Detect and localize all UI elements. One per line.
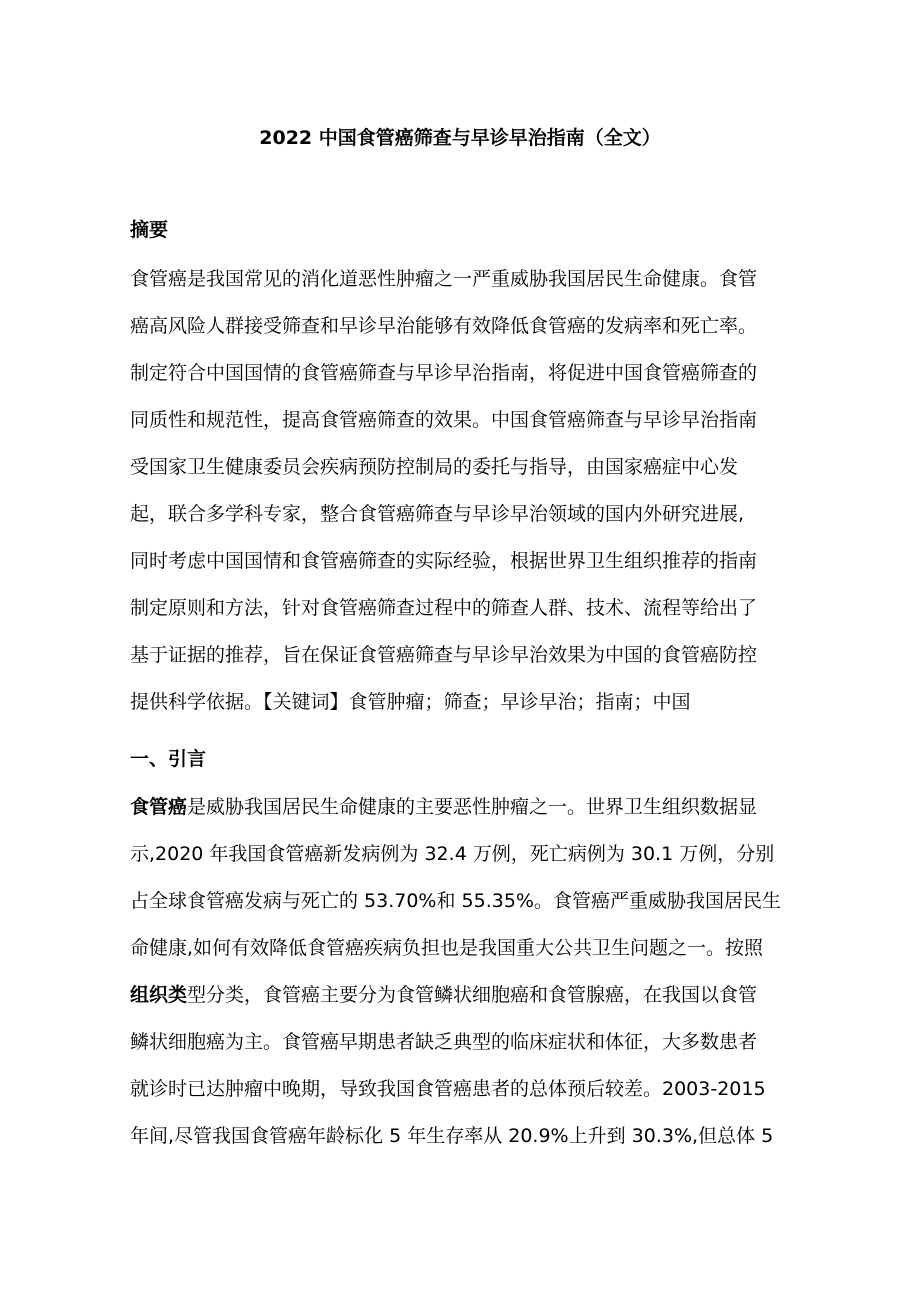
bold-term: 组织类 <box>130 984 188 1006</box>
introduction-line: 年间,尽管我国食管癌年龄标化 5 年生存率从 20.9%上升到 30.3%,但总体 5 <box>130 1125 774 1147</box>
introduction-heading: 一、引言 <box>130 748 207 770</box>
abstract-line: 提供科学依据。【关键词】食管肿瘤；筛查；早诊早治；指南；中国 <box>130 691 691 713</box>
abstract-line: 同质性和规范性，提高食管癌筛查的效果。中国食管癌筛查与早诊早治指南 <box>130 409 758 431</box>
abstract-line: 制定原则和方法，针对食管癌筛查过程中的筛查人群、技术、流程等给出了 <box>130 597 758 619</box>
abstract-heading: 摘要 <box>130 219 169 241</box>
introduction-line: 命健康,如何有效降低食管癌疾病负担也是我国重大公共卫生问题之一。按照 <box>130 937 764 959</box>
abstract-paragraph <box>130 265 794 735</box>
abstract-line: 同时考虑中国国情和食管癌筛查的实际经验，根据世界卫生组织推荐的指南 <box>130 550 758 572</box>
introduction-line <box>130 981 794 1028</box>
abstract-line: 受国家卫生健康委员会疾病预防控制局的委托与指导，由国家癌症中心发 <box>130 456 739 478</box>
document-title: 2022 中国食管癌筛查与早诊早治指南（全文） <box>259 127 661 149</box>
abstract-line: 制定符合中国国情的食管癌筛查与早诊早治指南，将促进中国食管癌筛查的 <box>130 362 758 384</box>
abstract-line: 食管癌是我国常见的消化道恶性肿瘤之一严重威胁我国居民生命健康。食管 <box>130 268 758 290</box>
abstract-line: 起，联合多学科专家，整合食管癌筛查与早诊早治领域的国内外研究进展, <box>130 503 745 525</box>
introduction-line: 示,2020 年我国食管癌新发病例为 32.4 万例，死亡病例为 30.1 万例，分别 <box>130 843 775 865</box>
abstract-line: 基于证据的推荐，旨在保证食管癌筛查与早诊早治效果为中国的食管癌防控 <box>130 644 758 666</box>
introduction-line <box>130 793 794 840</box>
introduction-paragraph <box>130 793 794 1169</box>
introduction-line: 占全球食管癌发病与死亡的 53.70%和 55.35%。食管癌严重威胁我国居民生 <box>130 890 781 912</box>
introduction-line: 鳞状细胞癌为主。食管癌早期患者缺乏典型的临床症状和体征，大多数患者 <box>130 1031 758 1053</box>
line-text: 型分类，食管癌主要分为食管鳞状细胞癌和食管腺癌，在我国以食管 <box>187 984 758 1006</box>
abstract-line: 癌高风险人群接受筛查和早诊早治能够有效降低食管癌的发病率和死亡率。 <box>130 315 758 337</box>
bold-term: 食管癌 <box>130 796 188 818</box>
line-text: 是威胁我国居民生命健康的主要恶性肿瘤之一。世界卫生组织数据显 <box>187 796 758 818</box>
introduction-line: 就诊时已达肿瘤中晚期，导致我国食管癌患者的总体预后较差。2003-2015 <box>130 1078 766 1100</box>
